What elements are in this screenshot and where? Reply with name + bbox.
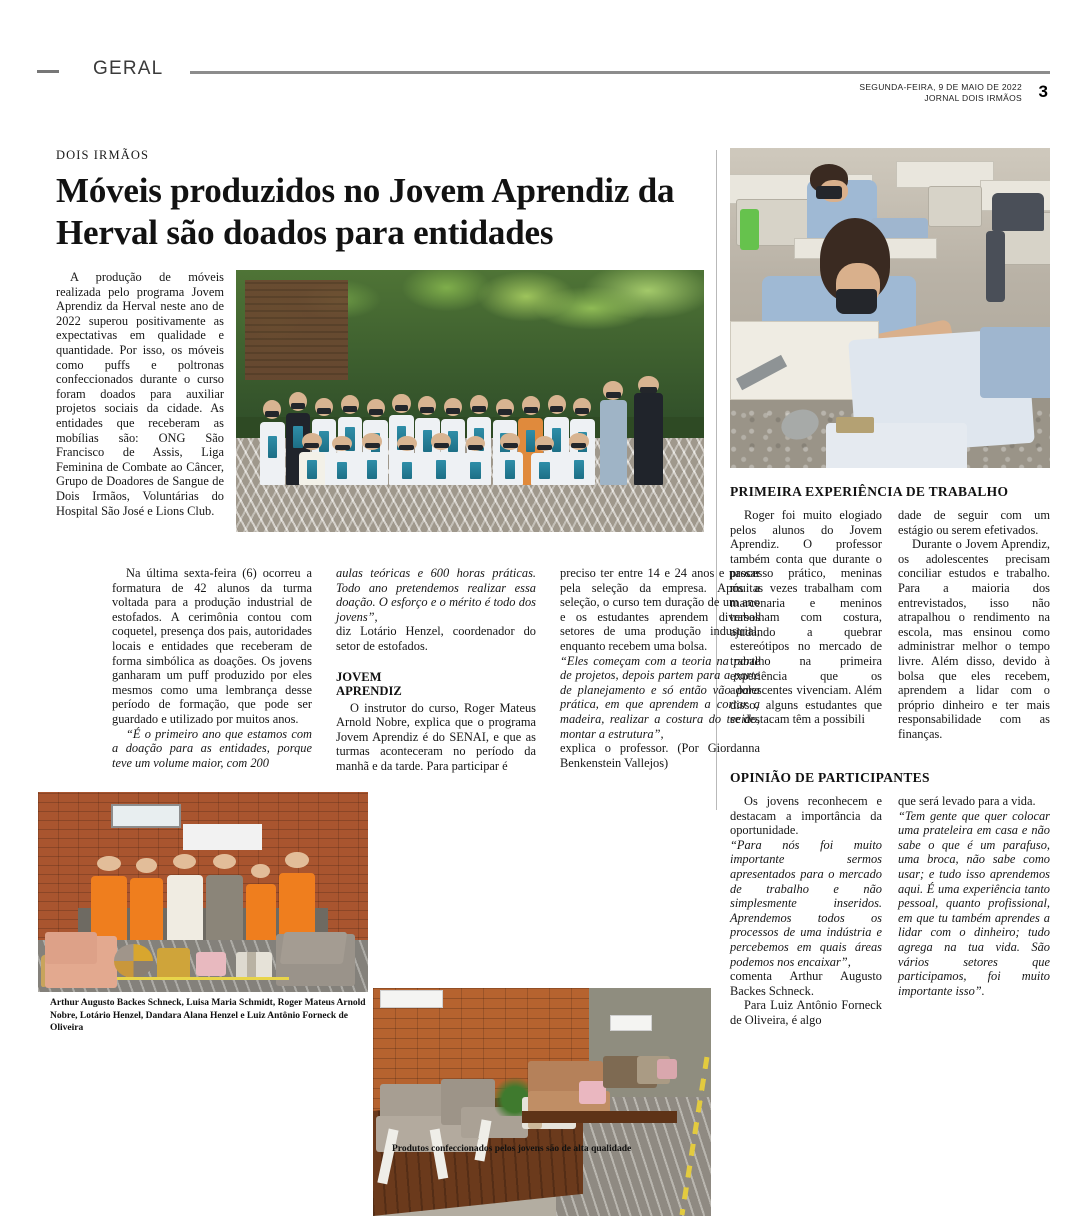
main-story: [56, 148, 760, 773]
rail-s2-c2-lead: que será levado para a vida.: [898, 794, 1036, 808]
col3-paragraph: preciso ter entre 14 e 24 anos e passar pela seleção da empresa. Após a seleção, o curso tem duração de um ano e os estudantes aprendem diversos setores de uma produção industrial, enquanto recebem uma bolsa.: [560, 566, 760, 653]
rail-s2-c1-quote: “Para nós foi muito importante sermos apresentados para o mercado de trabalho e não simplesmente inseridos. Aprendemos todos os processos de uma indústria e percebemos em quais áreas podemos nos encaixar”,: [730, 837, 882, 969]
col2-quote-continued: aulas teóricas e 600 horas práticas. Todo ano pretendemos realizar essa doação. O esforço e o mérito é todo dos jovens”,: [336, 566, 536, 624]
right-rail: [730, 148, 1050, 1029]
dateline-date: SEGUNDA-FEIRA, 9 DE MAIO DE 2022: [859, 82, 1022, 92]
section-heading-2: OPINIÃO DE PARTICIPANTES: [730, 770, 930, 785]
sewing-photo: [730, 148, 1050, 468]
story-kicker: DOIS IRMÃOS: [56, 148, 150, 162]
rail-s2-c1-attrib: comenta Arthur Augusto Backes Schneck.: [730, 969, 882, 998]
rail-section-1-columns: [730, 508, 1050, 760]
col1-quote: “É o primeiro ano que estamos com a doação para as entidades, porque teve um volume maior, com 200: [112, 726, 312, 770]
dateline-publication: JORNAL DOIS IRMÃOS: [924, 93, 1022, 103]
story-column-2: [336, 566, 536, 774]
col2-paragraph: O instrutor do curso, Roger Mateus Arnold Nobre, explica que o programa Jovem Aprendiz é do SENAI, e que as turmas aconteceram no período da manhã e da tarde. Para participar é: [336, 700, 536, 773]
page-number: 3: [1038, 82, 1048, 101]
rail-section-primeira-experiencia: [730, 484, 1050, 760]
intro-row: [56, 270, 704, 532]
story-column-1: [112, 566, 312, 770]
rail-section-2-columns: [730, 794, 1050, 1029]
rail-s1-c2-text-a: dade de seguir com um estágio ou serem efetivados.: [898, 508, 1050, 537]
caption-left: Arthur Augusto Backes Schneck, Luisa Maria Schmidt, Roger Mateus Arnold Nobre, Lotário Henzel, Dandara Alana Henzel e Luiz Antônio Forneck de Oliveira: [50, 998, 366, 1033]
rail-s2-column-2: [898, 794, 1050, 998]
rail-s1-column-1: [730, 508, 882, 727]
rail-s2-column-1: [730, 794, 882, 1028]
col1-paragraph: Na última sexta-feira (6) ocorreu a formatura de 42 alunos da turma voltada para a produção industrial de estofados. A cerimônia contou com coquetel, presença dos pais, autoridades locais e entidades que receberam de forma simbólica as doações. Os jovens ganharam um puff produzido por eles mesmos como uma lembrança desse período de formação, que pode ser guardado e utilizado por muitos anos.: [112, 566, 312, 726]
story-columns: [112, 566, 760, 811]
rail-s1-c1-text: Roger foi muito elogiado pelos alunos do Jovem Aprendiz. O professor também conta que durante o processo prático, meninas muitas vezes trabalham com marcenaria e meninos trabalham com costura, ajudando a quebrar estereótipos no mercado de trabalho na primeira experiência que os adolescentes vivenciam. Além disso, alguns estudantes que se destacam têm a possibili: [730, 508, 882, 727]
rail-s2-c1-lead: Os jovens reconhecem e destacam a importância da oportunidade.: [730, 794, 882, 838]
rail-s1-c2-text-b: Durante o Jovem Aprendiz, os adolescentes precisam conciliar estudos e trabalho. Para a maioria dos entrevistados, isso não atrapalhou o rendimento na escola, mas ensinou como administrar melhor o tempo livre. Além disso, devido à bolsa que eles recebem, aprendem a lidar com o próprio dinheiro e ter mais responsabilidade com as finanças.: [898, 537, 1050, 741]
team-furniture-photo: [38, 792, 368, 992]
subhead-aprendiz: APRENDIZ: [336, 683, 402, 698]
intro-column: [56, 270, 224, 518]
col3-tail: explica o professor. (Por Giordanna Benkenstein Vallejos): [560, 741, 760, 770]
rail-s1-column-2: [898, 508, 1050, 742]
page-body: [0, 120, 1080, 1154]
masthead: [0, 0, 1080, 120]
masthead-dash-icon: [37, 70, 59, 73]
rail-s2-c2-quote: “Tem gente que quer colocar uma prateleira em casa e não sabe o que é um parafuso, uma broca, não sabe como usar; e tudo isso aprendemos aqui. É uma experiência tanto pessoal, quanto profissional, em que tu também aprendes a lidar com o dinheiro; tudo agrega na tua vida. São vários setores que participamos, foi muito importante isso”.: [898, 808, 1050, 998]
furniture-row-photo: [373, 988, 711, 1216]
rail-s2-c1-next: Para Luiz Antônio Forneck de Oliveira, é algo: [730, 998, 882, 1027]
subhead-jovem: JOVEM: [336, 669, 382, 684]
page-title: Móveis produzidos no Jovem Aprendiz da Herval são doados para entidades: [56, 171, 675, 252]
intro-paragraph: A produção de móveis realizada pelo programa Jovem Aprendiz da Herval neste ano de 2022 superou positivamente as expectativas em qualidade e quantidade. Por isso, os móveis como puffs e poltronas confeccionados durante o curso foram doados para auxiliar projetos sociais da cidade. As entidades que receberam as mobílias são: ONG São Francisco de Assis, Liga Feminina de Combate ao Câncer, Grupo de Doadores de Sangue de Dois Irmãos, Voluntárias do Hospital São José e Lions Club.: [56, 270, 224, 518]
caption-right: Produtos confeccionados pelos jovens são de alta qualidade: [392, 1144, 632, 1154]
col3-quote: “Eles começam com a teoria na parte de projetos, depois partem para a parte de planejamento e só então vão para prática, em que aprendem a cortar a madeira, realizar a costura do tecido, montar a estrutura”,: [560, 653, 760, 741]
masthead-rule: [190, 71, 1050, 74]
col2-attribution: diz Lotário Henzel, coordenador do setor de estofados.: [336, 624, 536, 653]
section-label: GERAL: [93, 58, 164, 79]
section-heading-1: PRIMEIRA EXPERIÊNCIA DE TRABALHO: [730, 484, 1009, 499]
rail-section-opiniao: [730, 770, 1050, 1029]
group-photo: [236, 270, 704, 532]
dateline: [859, 82, 1022, 104]
